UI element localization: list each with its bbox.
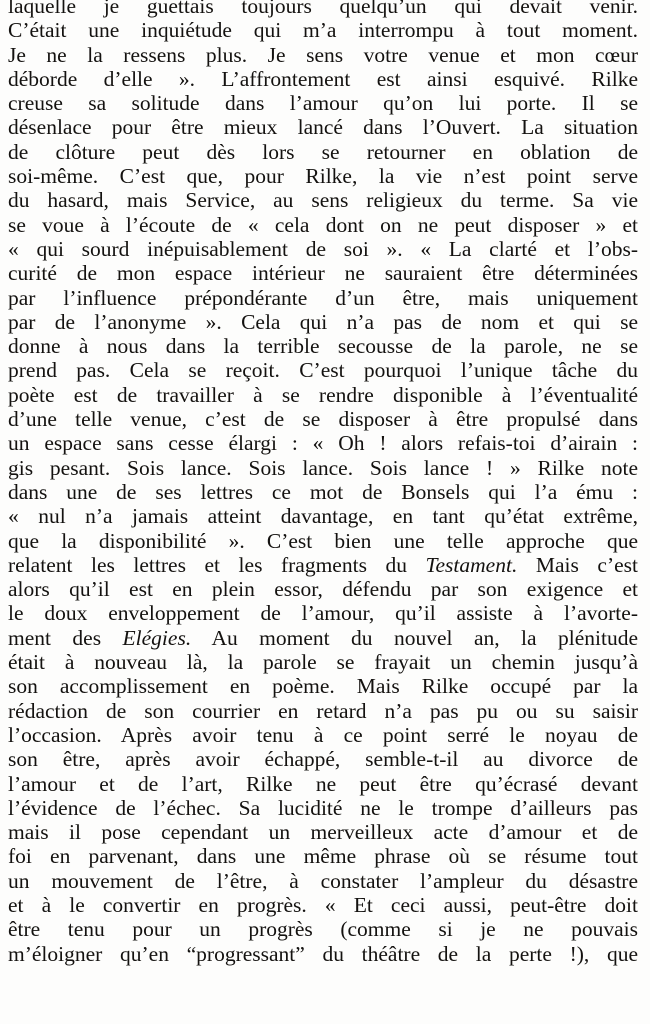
text-line xyxy=(8,140,638,164)
text-run: d’une telle venue, c’est de se disposer à être propulsé dans xyxy=(8,407,638,432)
text-run: se voue à l’écoute de « cela dont on ne peut disposer » et xyxy=(8,212,638,237)
text-line xyxy=(8,407,638,431)
text-run: relatent les lettres et les fragments du xyxy=(8,552,426,577)
text-run: déborde d’elle ». L’affrontement est ainsi esquivé. Rilke xyxy=(8,66,638,91)
text-run: un mouvement de l’être, à constater l’ampleur du désastre xyxy=(8,868,638,893)
text-line xyxy=(8,844,638,868)
text-line xyxy=(8,383,638,407)
text-run: l’amour et de l’art, Rilke ne peut être qu’écrasé devant xyxy=(8,771,638,796)
text-line xyxy=(8,43,638,67)
text-run: être tenu pour un progrès (comme si je ne pouvais xyxy=(8,917,638,942)
text-line xyxy=(8,723,638,747)
text-run: creuse sa solitude dans l’amour qu’on lui porte. Il se xyxy=(8,91,638,116)
text-line xyxy=(8,431,638,455)
text-run: laquelle je guettais toujours quelqu’un qui devait venir. xyxy=(8,0,638,18)
text-run: mais il pose cependant un merveilleux acte d’amour et de xyxy=(8,820,638,845)
text-run: gis pesant. Sois lance. Sois lance. Sois lance ! » Rilke note xyxy=(8,455,638,480)
text-run: que la disponibilité ». C’est bien une telle approche que xyxy=(8,528,638,553)
text-line xyxy=(8,820,638,844)
text-run: m’éloigner qu’en “progressant” du théâtre de la perte !), que xyxy=(8,941,638,966)
text-line xyxy=(8,237,638,261)
text-line xyxy=(8,456,638,480)
text-run: Mais c’est xyxy=(517,552,638,577)
text-run: désenlace pour être mieux lancé dans l’Ouvert. La situation xyxy=(8,115,638,140)
text-line xyxy=(8,213,638,237)
text-line xyxy=(8,18,638,42)
text-run: son accomplissement en poème. Mais Rilke occupé par la xyxy=(8,674,638,699)
text-line xyxy=(8,529,638,553)
text-run: C’était une inquiétude qui m’a interrompu à tout moment. xyxy=(8,18,638,43)
text-run: Je ne la ressens plus. Je sens votre venue et mon cœur xyxy=(8,42,638,67)
text-run: dans une de ses lettres ce mot de Bonsels qui l’a ému : xyxy=(8,479,638,504)
text-line xyxy=(8,796,638,820)
text-run: son être, après avoir échappé, semble-t-il au divorce de xyxy=(8,747,638,772)
text-run: donne à nous dans la terrible secousse de la parole, ne se xyxy=(8,334,638,359)
text-line xyxy=(8,310,638,334)
text-run: du hasard, mais Service, au sens religieux du terme. Sa vie xyxy=(8,188,638,213)
text-line xyxy=(8,917,638,941)
text-line xyxy=(8,0,638,18)
text-run: ment des xyxy=(8,625,123,650)
text-run: et à le convertir en progrès. « Et ceci aussi, peut-être doit xyxy=(8,892,638,917)
text-run: curité de mon espace intérieur ne sauraient être déterminées xyxy=(8,261,638,286)
text-run: alors qu’il est en plein essor, défendu par son exigence et xyxy=(8,577,638,602)
text-run: prend pas. Cela se reçoit. C’est pourquoi l’unique tâche du xyxy=(8,358,638,383)
text-line xyxy=(8,869,638,893)
text-line xyxy=(8,626,638,650)
text-line xyxy=(8,480,638,504)
body-text xyxy=(8,0,638,966)
text-line xyxy=(8,504,638,528)
text-run: par l’influence prépondérante d’un être, mais uniquement xyxy=(8,285,638,310)
text-line xyxy=(8,674,638,698)
text-run: rédaction de son courrier en retard n’a pas pu ou su saisir xyxy=(8,698,638,723)
text-line xyxy=(8,650,638,674)
text-line xyxy=(8,358,638,382)
text-run: l’évidence de l’échec. Sa lucidité ne le trompe d’ailleurs pas xyxy=(8,795,638,820)
text-line xyxy=(8,164,638,188)
text-line xyxy=(8,699,638,723)
text-line xyxy=(8,334,638,358)
text-line xyxy=(8,91,638,115)
text-run: foi en parvenant, dans une même phrase où se résume tout xyxy=(8,844,638,869)
text-run: « qui sourd inépuisablement de soi ». « La clarté et l’obs- xyxy=(8,236,638,261)
text-run: l’occasion. Après avoir tenu à ce point serré le noyau de xyxy=(8,722,638,747)
text-line xyxy=(8,942,638,966)
text-line xyxy=(8,747,638,771)
text-line xyxy=(8,601,638,625)
text-line xyxy=(8,188,638,212)
text-line xyxy=(8,553,638,577)
italic-title: Elégies. xyxy=(122,625,192,650)
text-line xyxy=(8,67,638,91)
text-line xyxy=(8,261,638,285)
text-run: le doux enveloppement de l’amour, qu’il assiste à l’avorte- xyxy=(8,601,638,626)
italic-title: Testament. xyxy=(425,552,518,577)
text-run: était à nouveau là, la parole se frayait un chemin jusqu’à xyxy=(8,650,638,675)
text-run: de clôture peut dès lors se retourner en oblation de xyxy=(8,139,638,164)
text-run: par de l’anonyme ». Cela qui n’a pas de nom et qui se xyxy=(8,309,638,334)
text-line xyxy=(8,115,638,139)
text-run: soi-même. C’est que, pour Rilke, la vie n’est point serve xyxy=(8,164,638,189)
text-line xyxy=(8,893,638,917)
text-run: poète est de travailler à se rendre disponible à l’éventualité xyxy=(8,382,638,407)
text-run: « nul n’a jamais atteint davantage, en tant qu’état extrême, xyxy=(8,504,638,529)
text-run: Au moment du nouvel an, la plénitude xyxy=(191,625,639,650)
text-run: un espace sans cesse élargi : « Oh ! alors refais-toi d’airain : xyxy=(8,431,638,456)
text-line xyxy=(8,286,638,310)
text-line xyxy=(8,577,638,601)
text-line xyxy=(8,772,638,796)
